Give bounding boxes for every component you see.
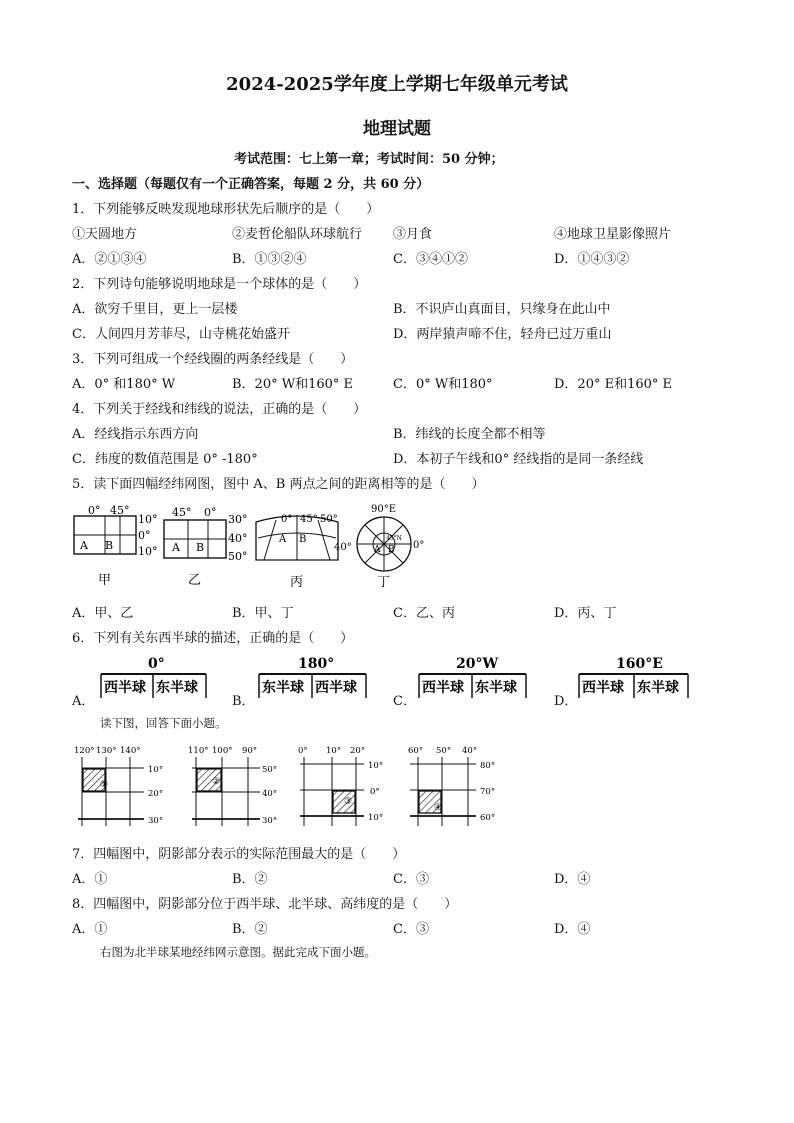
yi-point-a: A [172,541,180,554]
q6-d-meridian: 160°E [616,656,663,672]
q1-stem: 1．下列能够反映发现地球形状先后顺序的是（ ） [72,202,380,217]
svg-text:10°: 10° [368,761,384,771]
svg-text:90°: 90° [242,746,258,756]
grid-4-label: ④ [434,803,443,813]
svg-text:80°: 80° [480,761,496,771]
q1-item-4: ④地球卫星影像照片 [554,227,672,242]
q3-option-a[interactable]: A．0° 和180° W [72,377,176,392]
ding-point-b: B [388,545,395,555]
q5-option-a[interactable]: A．甲、乙 [72,606,134,621]
grid-1-label: ① [100,780,109,790]
q6-d-left: 西半球 [582,680,624,696]
q6-option-d-letter[interactable]: D． [554,694,578,709]
q6-a-meridian: 0° [148,656,165,672]
q6-option-c-figure[interactable] [416,654,531,702]
svg-text:50°: 50° [262,765,278,775]
q3-option-c[interactable]: C．0° W和180° [393,377,493,392]
grid-2-label: ② [212,777,221,787]
q6-b-left: 东半球 [262,680,304,696]
q6-stem: 6．下列有关东西半球的描述，正确的是（ ） [72,631,354,646]
svg-text:60°: 60° [408,746,424,756]
bing-top-2: 50° [320,514,338,525]
jia-right-0: 10° [138,513,158,526]
q2-option-d[interactable]: D．两岸猿声啼不住，轻舟已过万重山 [393,327,612,342]
yi-caption: 乙 [188,573,202,588]
q6-c-left: 西半球 [422,680,464,696]
ding-right: 0° [413,540,425,551]
q5-option-c[interactable]: C．乙、丙 [393,606,455,621]
q4-option-a[interactable]: A．经线指示东西方向 [72,427,199,442]
q6-b-meridian: 180° [298,656,335,672]
svg-text:30°: 30° [262,816,278,826]
map-bing [256,514,352,590]
jia-right-1: 0° [138,529,151,542]
q6-d-right: 东半球 [637,680,679,696]
q4-option-b[interactable]: B．纬线的长度全都不相等 [393,427,546,442]
svg-text:40°: 40° [462,746,478,756]
q5-option-d[interactable]: D．丙、丁 [554,606,617,621]
grid-4 [404,742,504,830]
jia-right-2: 10° [138,545,158,558]
svg-text:10°: 10° [326,746,342,756]
svg-text:110°: 110° [188,746,209,756]
q6-option-c-letter[interactable]: C． [393,694,416,709]
q6-option-a-letter[interactable]: A． [72,694,95,709]
q2-stem: 2．下列诗句能够说明地球是一个球体的是（ ） [72,277,367,292]
svg-text:120°: 120° [74,746,95,756]
read-note: 读下图，回答下面小题。 [100,716,227,730]
bing-point-b: B [299,534,307,545]
q7-option-d[interactable]: D．④ [554,872,591,887]
q7-option-b[interactable]: B．② [232,872,268,887]
q7-stem: 7．四幅图中，阴影部分表示的实际范围最大的是（ ） [72,847,406,862]
jia-point-a: A [80,539,88,552]
grid-3-label: ③ [344,797,353,807]
q4-option-d[interactable]: D．本初子午线和0° 经线指的是同一条经线 [393,452,644,467]
yi-right-2: 50° [228,550,248,563]
map-ding [357,504,424,590]
jia-caption: 甲 [98,573,112,588]
q5-maps-figure [68,498,428,592]
q6-b-right: 西半球 [315,680,357,696]
q4-option-c[interactable]: C．纬度的数值范围是 0° -180° [72,452,258,467]
svg-text:60°: 60° [480,813,496,823]
q6-option-d-figure[interactable] [576,654,694,702]
exam-subtitle: 地理试题 [363,119,431,139]
svg-text:10°: 10° [148,765,164,775]
final-note: 右图为北半球某地经纬网示意图。据此完成下面小题。 [100,945,376,959]
q3-option-b[interactable]: B．20° W和160° E [232,377,354,392]
svg-text:20°: 20° [148,789,164,799]
svg-text:130°: 130° [96,746,117,756]
svg-text:0°: 0° [370,787,380,797]
q8-stem: 8．四幅图中，阴影部分位于西半球、北半球、高纬度的是（ ） [72,897,458,912]
bing-side: 40° [334,542,352,553]
q6-a-left: 西半球 [104,680,146,696]
q8-option-b[interactable]: B．② [232,922,268,937]
map-jia [74,504,158,588]
q1-option-c[interactable]: C．③④①② [393,252,468,267]
q1-option-d[interactable]: D．①④③② [554,252,630,267]
grid-3 [294,742,394,830]
q2-option-b[interactable]: B．不识庐山真面目，只缘身在此山中 [393,302,611,317]
q1-item-3: ③月食 [393,227,433,242]
q6-c-meridian: 20°W [456,656,499,672]
q6-option-b-letter[interactable]: B． [232,694,255,709]
q5-stem: 5．读下面四幅经纬网图，图中 A、B 两点之间的距离相等的是（ ） [72,477,485,492]
q5-option-b[interactable]: B．甲、丁 [232,606,294,621]
bing-top-0: 0° [281,514,293,525]
jia-top-1: 45° [110,504,130,517]
grid-1 [72,742,172,830]
q2-option-a[interactable]: A．欲穷千里目，更上一层楼 [72,302,238,317]
map-yi [164,506,248,588]
q3-stem: 3．下列可组成一个经线圈的两条经线是（ ） [72,352,354,367]
svg-text:100°: 100° [212,746,233,756]
exam-title: 2024-2025学年度上学期七年级单元考试 [226,74,568,95]
q2-option-c[interactable]: C．人间四月芳菲尽，山寺桃花始盛开 [72,327,290,342]
svg-text:50°: 50° [436,746,452,756]
ding-caption: 丁 [377,575,391,590]
svg-text:10°: 10° [368,813,384,823]
svg-text:0°: 0° [298,746,308,756]
q8-option-c[interactable]: C．③ [393,922,429,937]
q6-c-right: 东半球 [475,680,517,696]
svg-text:20°: 20° [350,746,366,756]
jia-top-0: 0° [88,504,101,517]
q7-option-c[interactable]: C．③ [393,872,429,887]
q1-item-1: ①天圆地方 [72,227,138,242]
q1-option-a[interactable]: A．②①③④ [72,252,147,267]
q1-option-b[interactable]: B．①③②④ [232,252,307,267]
ding-top: 90°E [371,504,397,515]
svg-text:30°: 30° [148,816,164,826]
section-heading: 一、选择题（每题仅有一个正确答案，每题 2 分，共 60 分） [72,177,430,192]
exam-info: 考试范围：七上第一章；考试时间：50 分钟； [234,152,504,167]
bing-top-1: 45° [300,514,318,525]
yi-top-0: 45° [172,506,192,519]
jia-point-b: B [105,539,114,552]
ding-point-a: A [374,545,381,555]
q7-option-a[interactable]: A．① [72,872,108,887]
q1-item-2: ②麦哲伦船队环球航行 [232,227,363,242]
yi-right-0: 30° [228,513,248,526]
q4-stem: 4．下列关于经线和纬线的说法，正确的是（ ） [72,402,367,417]
q8-option-d[interactable]: D．④ [554,922,591,937]
svg-text:70°: 70° [480,787,496,797]
q6-option-b-figure[interactable] [256,654,371,702]
svg-text:40°: 40° [262,789,278,799]
q3-option-d[interactable]: D．20° E和160° E [554,377,673,392]
yi-right-1: 40° [228,532,248,545]
bing-point-a: A [279,534,287,545]
yi-point-b: B [196,541,205,554]
bing-caption: 丙 [290,575,304,590]
q8-option-a[interactable]: A．① [72,922,108,937]
grid-2 [186,742,286,830]
q6-a-right: 东半球 [156,680,198,696]
q6-option-a-figure[interactable] [98,654,210,702]
svg-text:140°: 140° [120,746,141,756]
yi-top-1: 0° [204,506,217,519]
ding-center: 45°N [386,535,402,542]
